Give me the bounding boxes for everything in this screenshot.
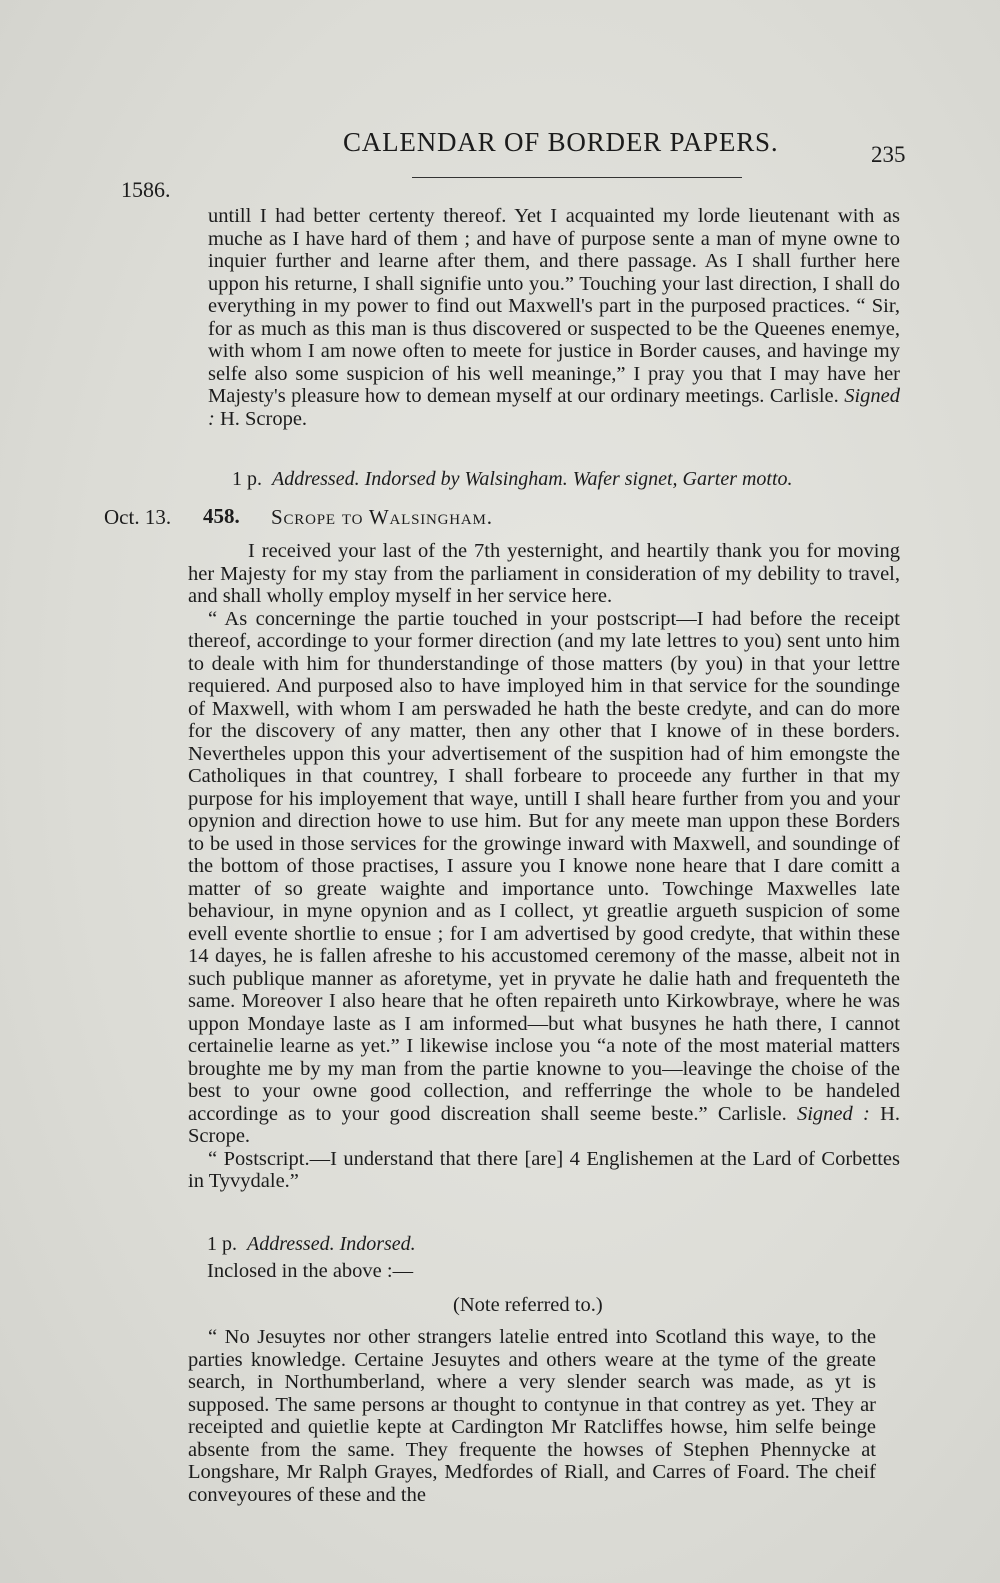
enclosed-note [188,1326,876,1506]
continued-paragraph [208,205,900,430]
page-count: 1 p. [207,1233,237,1255]
signed-label: Signed : [208,385,900,430]
postscript: “ Postscript.—I understand that there [are] 4 Englishemen at the Lard of Corbettes in Tyvydale.” [188,1147,900,1192]
signatory: H. Scrope. [188,1102,900,1147]
note-paragraph: “ No Jesuytes nor other strangers latelie entred into Scotland this waye, to the parties knowledge. Certaine Jesuytes and others weare at the tyme of the greate search, in Northumberland, where a very slender search was made, as yt is supposed. The same persons ar thought to contynue in that contrey as yet. They ar receipted and quietlie kepte at Cardington Mr Ratcliffes howse, him selfe beinge absente from the same. They frequente the howses of Stephen Phennycke at Longshare, Mr Ralph Grayes, Medfordes of Riall, and Carres of Foard. The cheif conveyoures of these and the [188,1326,876,1506]
header-rule [412,177,742,178]
document-description [232,468,793,491]
document-description [207,1233,416,1256]
continued-paragraph-text: untill I had better certenty thereof. Yet I acquainted my lorde lieutenant with as muche as I have hard of them ; and have of purpose sente a man of myne owne to inquier further and learne after them, and there passage. As I shall further here uppon his returne, I shall signifie unto you.” Touching your last direction, I shall do everything in my power to find out Maxwell's part in the purposed practices. “ Sir, for as much as this man is thus discovered or suspected to be the Queenes enemye, with whom I am nowe often to meete for justice in Border causes, and havinge my selfe also some suspicion of his well meaninge,” I pray you that I may have her Majesty's pleasure how to demean myself at our ordinary meetings. Carlisle. [208,205,900,407]
letter-paragraph [188,608,900,1148]
letter-paragraph: I received your last of the 7th yesternight, and heartily thank you for moving her Majesty for my stay from the parliament in consideration of my debility to travel, and shall wholly employ myself in her service here. [188,540,900,607]
year-margin-note: 1586. [121,177,171,202]
letter-paragraph-text: “ As concerninge the partie touched in your postscript—I had before the receipt thereof, accordinge to your former direction (and my late lettres to you) sent unto him to deale with him for thunderstandinge of those matters (by you) in that your lettre requiered. And purposed also to have imployed him in that service for the soundinge of Maxwell, with whom I am perswaded he hath the beste credyte, and can do more for the discovery of any matter, then any other that I knowe of in these borders. Nevertheles uppon this your advertisement of the suspition had of him emongste the Catholiques in that countrey, I shall forbeare to proceede any further in that my purpose for his imployement that waye, untill I shall heare further from you and your opynion and direction howe to use him. But for any meete man uppon these Borders to be used in those services for the growinge inward with Maxwell, and soundinge of the bottom of those practises, I assure you I knowe none heare that I dare comitt a matter of so greate waighte and importance unto. Towchinge Maxwelles late behaviour, in myne opynion and as I collect, yt greatlie argueth suspicion of some evell evente shortlie to ensue ; for I am advertised by good credyte, that within these 14 dayes, he is fallen afreshe to his accustomed ceremony of the masse, albeit not in such publique manner as aforetyme, yet in pryvate he dalie hath and frequenteth the same. Moreover I also heare that he often repaireth unto Kirkowbraye, where he was uppon Mondaye laste as I am informed—but what busynes he hath there, I cannot certainelie learne as yet.” I likewise inclose you “a note of the most material matters broughte me by my man from the partie knowne to you—leavinge the choise of the best to your owne good collection, and refferringe the whole to be handeled accordinge as to your good discreation shall seeme beste.” Carlisle. [188,607,900,1125]
endorsement-note: Addressed. Indorsed by Walsingham. Wafer signet, Garter motto. [272,468,793,490]
note-heading: (Note referred to.) [453,1294,603,1316]
page-count: 1 p. [232,468,262,490]
page-number: 235 [871,142,906,167]
entry-number: 458. [203,504,240,528]
endorsement-note: Addressed. Indorsed. [247,1233,416,1255]
running-title: CALENDAR OF BORDER PAPERS. [343,127,779,157]
continued-letter-text [208,205,900,430]
enclosure-heading: Inclosed in the above :— [207,1260,414,1282]
signed-label: Signed : [796,1102,870,1125]
entry-title: Scrope to Walsingham. [271,505,493,529]
signatory: H. Scrope. [219,407,308,430]
entry-date: Oct. 13. [104,505,172,529]
letter-body [188,540,900,1193]
